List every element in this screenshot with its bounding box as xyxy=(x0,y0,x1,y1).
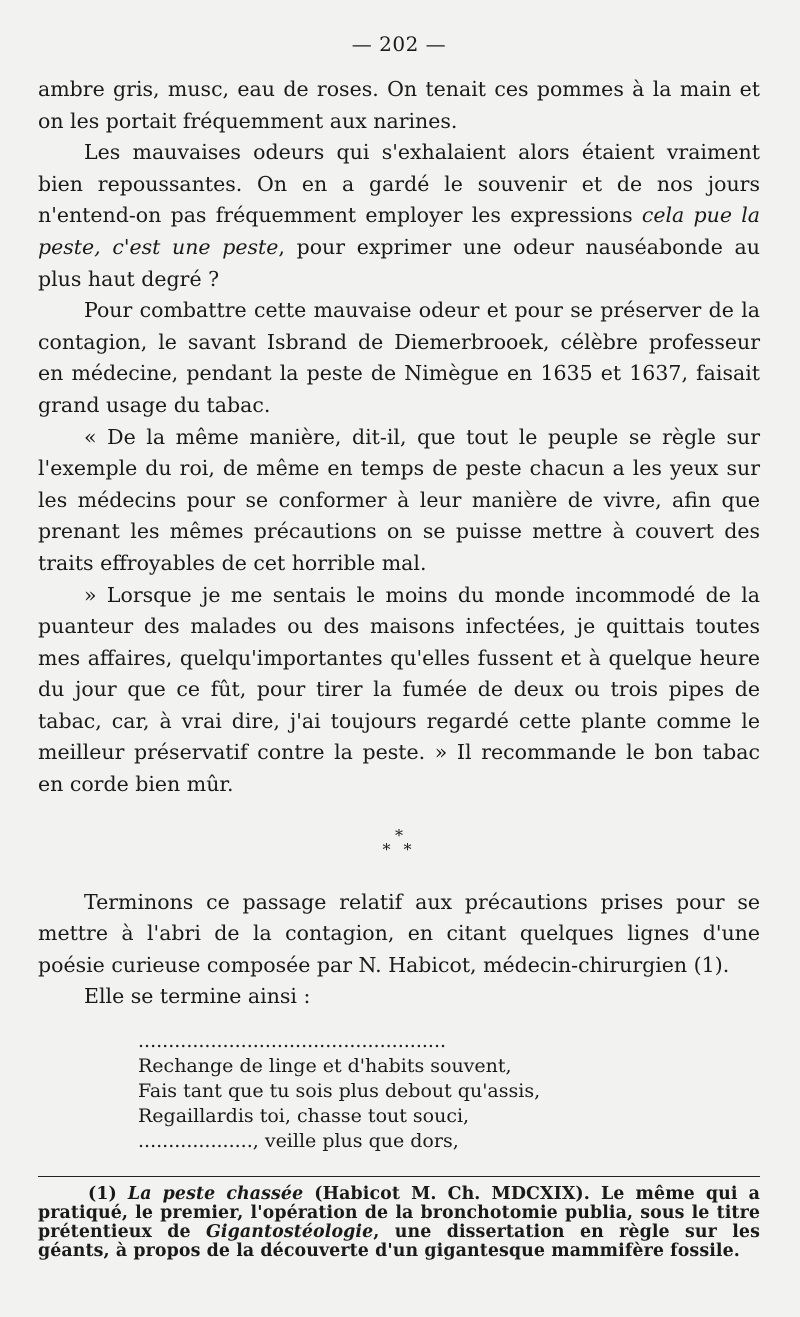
paragraph-6: Terminons ce passage relatif aux précautions prises pour se mettre à l'abri de la contagion, en citant quelques lignes d'une poésie curieuse composée par N. Habicot, médecin-chirurgien (1). xyxy=(38,889,760,977)
poem-line: ..................., veille plus que dors, xyxy=(138,1130,459,1153)
paragraph-7: Elle se termine ainsi : xyxy=(84,984,311,1009)
page-number: — 202 — xyxy=(351,32,447,56)
paragraph-4: « De la même manière, dit-il, que tout le peuple se règle sur l'exemple du roi, de même en temps de peste chacun a les yeux sur les médecins pour se conformer à leur manière de vivre, afin que prenant les mêmes précautions on se puisse mettre à couvert des traits effroyables de cet horrible mal. xyxy=(38,424,760,575)
paragraph-1: ambre gris, musc, eau de roses. On tenait ces pommes à la main et on les portait fréquemment aux narines. xyxy=(38,77,760,133)
paragraph-2 xyxy=(38,137,760,295)
footnote xyxy=(38,1185,760,1261)
paragraph-2-emphasis: cela pue la peste, c'est une peste xyxy=(38,203,760,259)
separator-bottom: * * xyxy=(382,839,416,859)
poem-line: Regaillardis toi, chasse tout souci, xyxy=(138,1105,470,1128)
paragraph-2-text-b: , pour exprimer une odeur nauséabonde au plus haut degré ? xyxy=(38,234,760,291)
body-text xyxy=(38,74,760,1013)
paragraph-3: Pour combattre cette mauvaise odeur et pour se préserver de la contagion, le savant Isbrand de Diemerbrooek, célèbre professeur en médecine, pendant la peste de Nimègue en 1635 et 1637, faisait grand usage du tabac. xyxy=(38,298,760,417)
footnote-title: La peste chassée xyxy=(127,1184,304,1205)
poem-line: ................................................... xyxy=(138,1030,447,1053)
footnote-divider xyxy=(38,1176,760,1177)
footnote-label: (1) xyxy=(88,1184,128,1205)
poem-line: Rechange de linge et d'habits souvent, xyxy=(138,1055,512,1078)
section-separator xyxy=(38,825,760,859)
footnote-emphasis: Gigantostéologie xyxy=(205,1222,374,1243)
separator-top: * xyxy=(395,825,403,845)
poem-line: Fais tant que tu sois plus debout qu'assis, xyxy=(138,1080,541,1103)
paragraph-2-text-a: Les mauvaises odeurs qui s'exhalaient alors étaient vraiment bien repoussantes. On en a gardé le souvenir et de nos jours n'entend-on pas fréquemment employer les expressions xyxy=(38,140,760,228)
document-page xyxy=(38,30,760,1261)
footnote-text-b: , une dissertation en règle sur les géants, à propos de la découverte d'un gigantesque mammifère fossile. xyxy=(38,1222,760,1262)
poem-excerpt xyxy=(138,1029,760,1154)
footnote-text-a: (Habicot M. Ch. MDCXIX). Le même qui a pratiqué, le premier, l'opération de la bronchotomie publia, sous le titre prétentieux de xyxy=(38,1184,761,1243)
paragraph-5: » Lorsque je me sentais le moins du monde incommodé de la puanteur des malades ou des maisons infectées, je quittais toutes mes affaires, quelqu'importantes qu'elles fussent et à quelque heure du jour que ce fût, pour tirer la fumée de deux ou trois pipes de tabac, car, à vrai dire, j'ai toujours regardé cette plante comme le meilleur préservatif contre la peste. » Il recommande le bon tabac en corde bien mûr. xyxy=(38,582,760,797)
